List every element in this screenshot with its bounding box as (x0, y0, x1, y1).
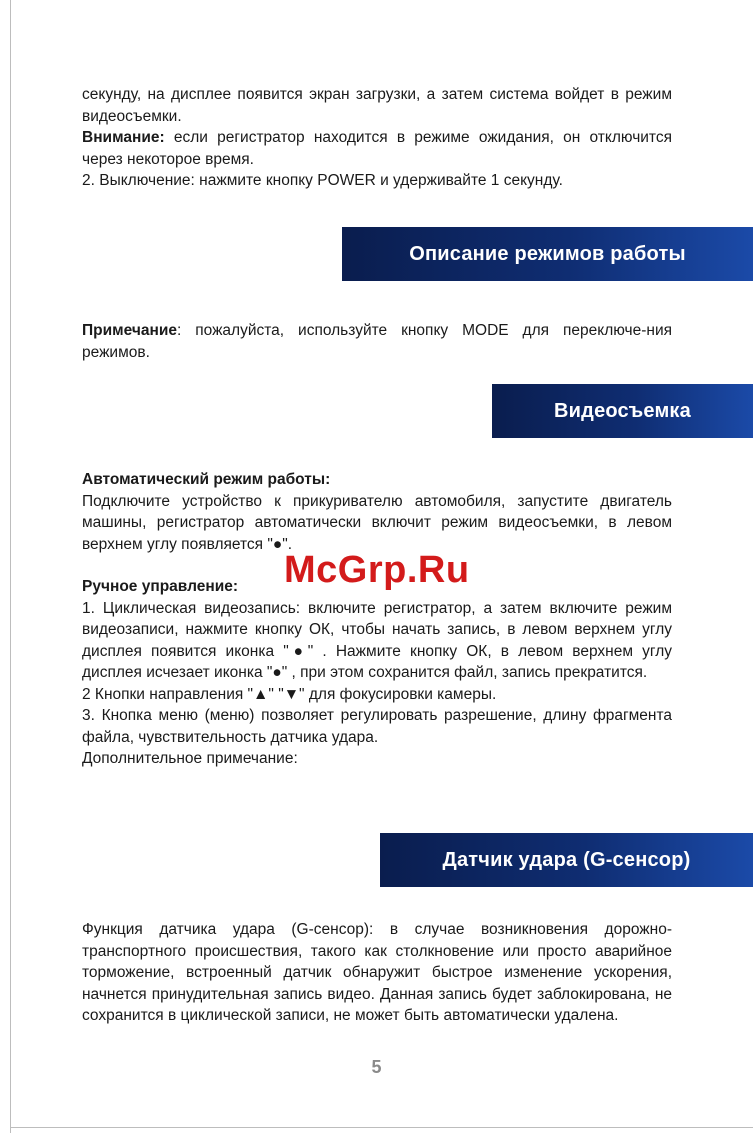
video-auto-block (82, 469, 672, 555)
warning-text: если регистратор находится в режиме ожидания, он отключится через некоторое время. (82, 129, 672, 168)
gsensor-block (82, 919, 672, 1027)
auto-heading: Автоматический режим работы: (82, 471, 331, 488)
intro-paragraph: секунду, на дисплее появится экран загрузки, а затем система войдет в режим видеосъемки. (82, 86, 672, 125)
page-border-bottom (10, 1127, 753, 1128)
manual-item-3: 3. Кнопка меню (меню) позволяет регулировать разрешение, длину фрагмента файла, чувствительность датчика удара. (82, 707, 672, 746)
auto-text: Подключите устройство к прикуривателю автомобиля, запустите двигатель машины, регистратор автоматически включит режим видеосъемки, в левом верхнем углу появляется "●". (82, 492, 672, 553)
page-number: 5 (371, 1057, 382, 1077)
modes-note (82, 320, 672, 363)
shutdown-paragraph: 2. Выключение: нажмите кнопку POWER и удерживайте 1 секунду. (82, 172, 563, 189)
note-label: Примечание (82, 322, 177, 339)
section-title-video: Видеосъемка (554, 399, 691, 422)
gsensor-text: Функция датчика удара (G-сенсор): в случае возникновения дорожно-транспортного происшествия, такого как столкновение или просто аварийное торможение, встроенный датчик обнаружит быстрое изменение ускорения, начнется принудительная запись видео. Данная запись будет заблокирована, не сохранится в циклической записи, не может быть автоматически удалена. (82, 921, 672, 1024)
watermark: McGrp.Ru (284, 549, 470, 591)
note-text: : пожалуйста, используйте кнопку MODE для переключе-ния режимов. (82, 322, 672, 361)
extra-note: Дополнительное примечание: (82, 750, 298, 767)
manual-item-2: 2 Кнопки направления "▲" "▼" для фокусировки камеры. (82, 685, 497, 703)
section-banner-video (492, 384, 753, 438)
intro-block (82, 84, 672, 192)
section-title-modes: Описание режимов работы (409, 242, 686, 265)
section-banner-modes (342, 227, 753, 281)
manual-heading: Ручное управление: (82, 578, 239, 595)
modes-note-block (82, 320, 672, 363)
section-title-gsensor: Датчик удара (G-сенсор) (442, 848, 691, 871)
manual-item-1: 1. Циклическая видеозапись: включите регистратор, а затем включите режим видеозаписи, нажмите кнопку ОК, чтобы начать запись, в левом верхнем углу дисплея появится иконка "●" . Нажмите кнопку ОК, в левом верхнем углу дисплея исчезает иконка "●" , при этом сохранится файл, запись прекратится. (82, 599, 672, 681)
warning-paragraph (82, 127, 672, 170)
video-manual-block (82, 576, 672, 770)
page-border-left (10, 0, 11, 1133)
section-banner-gsensor (380, 833, 753, 887)
warning-label: Внимание: (82, 129, 165, 146)
